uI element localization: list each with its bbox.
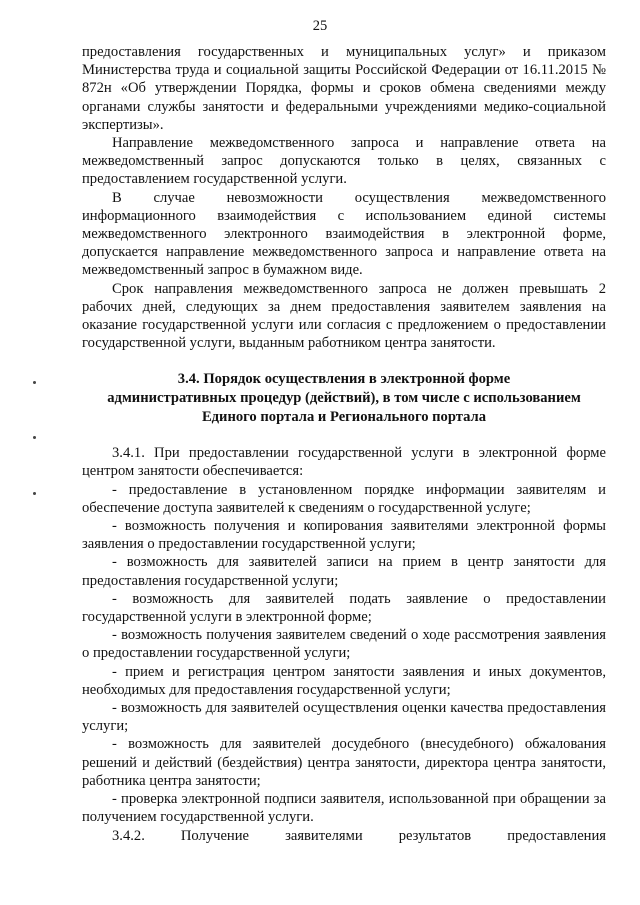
list-item: - возможность для заявителей записи на прием в центр занятости для предоставления государственной услуги; [82, 554, 606, 589]
paragraph: предоставления государственных и муниципальных услуг» и приказом Министерства труда и социальной защиты Российской Федерации от 16.11.2015 № 872н «Об утверждении Порядка, формы и сроков обмена сведениями между органами службы занятости и федеральными учреждениями медико-социальной экспертизы». [82, 44, 606, 133]
list-item: - проверка электронной подписи заявителя, использованной при обращении за получением государственной услуги. [82, 791, 606, 826]
page-number: 25 [312, 18, 328, 34]
list-item: - возможность для заявителей осуществления оценки качества предоставления услуги; [82, 700, 606, 735]
section-heading [82, 370, 606, 426]
paragraph: 3.4.1. При предоставлении государственной услуги в электронной форме центром занятости обеспечивается: [82, 445, 606, 480]
list-item: - прием и регистрация центром занятости заявления и иных документов, необходимых для предоставления государственной услуги; [82, 663, 606, 698]
paragraph: 3.4.2. Получение заявителями результатов предоставления [112, 827, 606, 844]
list-item: - возможность для заявителей подать заявление о предоставлении государственной услуги в электронной форме; [82, 590, 606, 626]
list-item: - возможность получения и копирования заявителями электронной формы заявления о предоставлении государственной услуги; [82, 518, 606, 553]
list-item: - предоставление в установленном порядке информации заявителям и обеспечение доступа заявителей к сведениям о государственной услуге; [82, 481, 606, 516]
paragraph: В случае невозможности осуществления межведомственного информационного взаимодействия с использованием единой системы межведомственного электронного взаимодействия в электронной форме, допускается направление межведомственного запроса и направление ответа на межведомственный запрос в бумажном виде. [82, 189, 606, 279]
margin-mark [33, 436, 36, 439]
section-heading-line: 3.4. Порядок осуществления в электронной форме [177, 371, 511, 388]
margin-mark [33, 381, 36, 384]
document-body [82, 43, 606, 845]
margin-mark [33, 492, 36, 495]
list-item: - возможность получения заявителем сведений о ходе рассмотрения заявления о предоставлении государственной услуги; [82, 627, 606, 662]
section-heading-line: Единого портала и Регионального портала [201, 408, 487, 425]
paragraph: Направление межведомственного запроса и направление ответа на межведомственный запрос допускаются только в целях, связанных с предоставлением государственной услуги. [82, 135, 606, 188]
section-heading-line: административных процедур (действий), в том числе с использованием [107, 390, 581, 407]
list-item: - возможность для заявителей досудебного (внесудебного) обжалования решений и действий (бездействия) центра занятости, директора центра занятости, работника центра занятости; [82, 736, 606, 789]
paragraph: Срок направления межведомственного запроса не должен превышать 2 рабочих дней, следующих за днем предоставления заявителем заявления на оказание государственной услуги или согласия с предложением о предоставлении государственной услуги, выданным работником центра занятости. [82, 280, 606, 352]
